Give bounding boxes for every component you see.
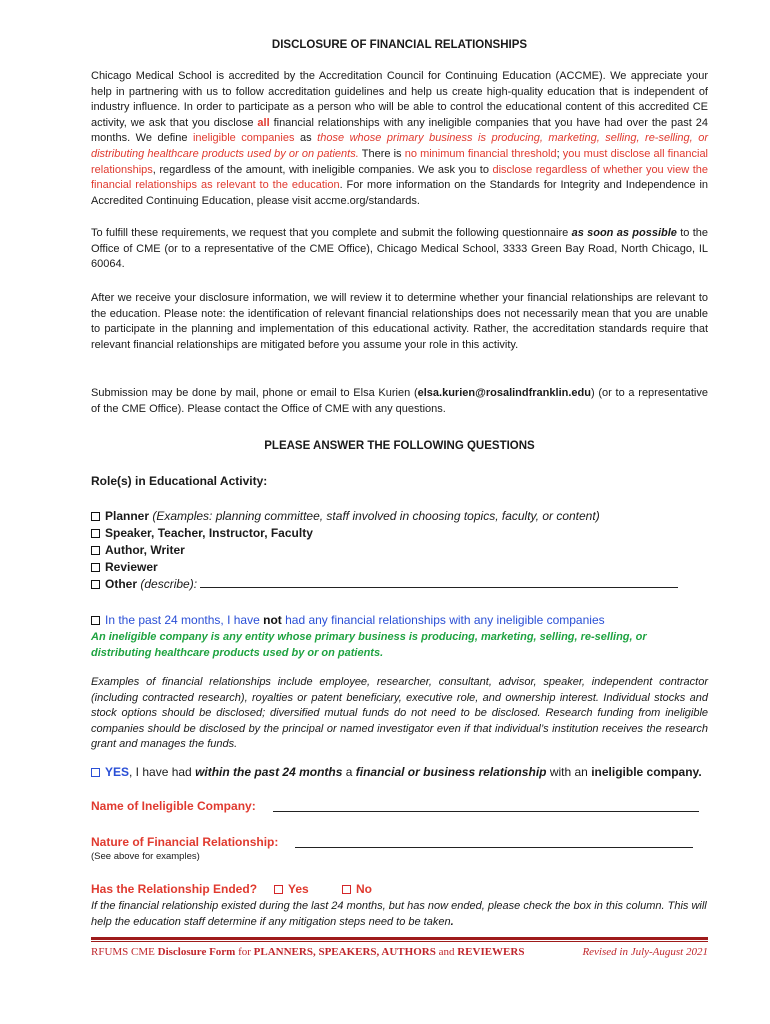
role-speaker[interactable] — [91, 525, 708, 542]
role-planner-examples: (Examples: planning committee, staff involved in choosing topics, faculty, or content) — [152, 509, 600, 523]
examples-text: Examples of financial relationships include employee, researcher, consultant, advisor, speaker, independent contractor (including contracted research), royalties or patent beneficiary, executive role, and ownership interest. Individual stocks and stock options should be disclosed; diversified mutual funds do not need to be disclosed. Research funding from ineligible companies should be disclosed by the principal or named investigator even if that individual’s institution receives the research grant and manages the funds. — [91, 676, 708, 751]
role-other[interactable] — [91, 576, 708, 593]
see-above: (See above for examples) — [91, 851, 200, 862]
intro-text: . For more information on the Standards for Integrity and Independence in Accredited Continuing Education, please visit accme.org/standards. — [91, 179, 709, 207]
checkbox-planner[interactable] — [91, 512, 100, 521]
nature-label: Nature of Financial Relationship: — [91, 835, 279, 849]
fulfill-asap: as soon as possible — [571, 227, 677, 239]
nature-field[interactable] — [295, 836, 693, 848]
intro-text: as — [294, 132, 318, 145]
intro-text: ; — [556, 147, 563, 160]
yes-within: within the past 24 months — [195, 765, 343, 779]
company-name-label: Name of Ineligible Company: — [91, 799, 256, 813]
role-reviewer[interactable] — [91, 559, 708, 576]
yes-relationship-option[interactable] — [91, 765, 708, 779]
intro-all: all — [257, 116, 270, 129]
company-name-row — [91, 799, 708, 813]
footer — [91, 946, 708, 958]
yes-text: , I have had — [129, 765, 196, 779]
role-planner-label: Planner — [105, 509, 150, 523]
no-rel-text: had any financial relationships with any ineligible companies — [281, 613, 605, 627]
fulfill-text: to the Office of CME (or to a representative of the CME Office), Chicago Medical School, 3333 Green Bay Road, North Chicago, IL 60064. — [91, 227, 709, 271]
page-title: DISCLOSURE OF FINANCIAL RELATIONSHIPS — [271, 39, 528, 51]
intro-disclose-regardless: disclose regardless of whether you view the financial relationships as relevant to the education — [91, 163, 708, 192]
yes-label: YES — [105, 765, 130, 779]
ended-note-text: If the financial relationship existed during the last 24 months, but has now ended, please check the box in this column. This will help the education staff determine if any mitigation steps need to be taken — [91, 900, 707, 928]
checkbox-reviewer[interactable] — [91, 563, 100, 572]
intro-paragraph — [91, 69, 708, 209]
checkbox-other[interactable] — [91, 580, 100, 589]
role-speaker-label: Speaker, Teacher, Instructor, Faculty — [105, 526, 313, 540]
checkbox-author[interactable] — [91, 546, 100, 555]
checkbox-yes-relationship[interactable] — [91, 768, 100, 777]
ended-yes-label: Yes — [288, 882, 309, 896]
intro-ineligible: ineligible companies — [192, 132, 295, 145]
after-paragraph — [91, 291, 708, 353]
footer-divider — [91, 937, 708, 940]
role-reviewer-label: Reviewer — [105, 560, 158, 574]
contact-email[interactable]: elsa.kurien@rosalindfranklin.edu — [417, 387, 591, 399]
role-planner[interactable] — [91, 508, 708, 525]
intro-definition: those whose primary business is producing, marketing, selling, re-selling, or distributing healthcare products used by or on patients. — [91, 132, 709, 160]
intro-must-disclose: you must disclose all financial relationships — [91, 147, 709, 176]
other-describe-field[interactable] — [200, 576, 678, 588]
questions-heading: PLEASE ANSWER THE FOLLOWING QUESTIONS — [264, 440, 535, 452]
intro-text: , regardless of the amount, with ineligible companies. We ask you to — [152, 163, 493, 176]
nature-row — [91, 835, 708, 849]
roles-heading: Role(s) in Educational Activity: — [91, 474, 268, 488]
ended-label: Has the Relationship Ended? — [91, 882, 258, 896]
ended-note — [91, 899, 708, 930]
yes-text: a — [342, 765, 356, 779]
ended-note-dot: . — [450, 915, 454, 928]
ineligible-definition — [91, 630, 708, 661]
yes-fin: financial or business relationship — [355, 765, 547, 779]
fulfill-text: To fulfill these requirements, we request that you complete and submit the following questionnaire — [91, 227, 572, 239]
roles-list — [91, 508, 708, 593]
ended-row — [91, 882, 708, 896]
intro-text: There is — [358, 147, 405, 160]
footer-divider-thin — [91, 941, 708, 942]
role-other-label: Other — [105, 577, 138, 591]
intro-no-minimum: no minimum financial threshold — [404, 147, 557, 160]
intro-text: financial relationships with any ineligible companies that you have had over the past 24 months. We define — [91, 116, 708, 145]
no-rel-text: In the past 24 months, I have — [105, 613, 264, 627]
submission-text: ) (or to a representative of the CME Office). Please contact the Office of CME with any questions. — [91, 387, 708, 415]
checkbox-ended-no[interactable] — [342, 885, 351, 894]
role-author[interactable] — [91, 542, 708, 559]
ended-yes-option[interactable] — [274, 882, 309, 896]
no-relationship-option[interactable] — [91, 613, 708, 627]
checkbox-no-relationship[interactable] — [91, 616, 100, 625]
company-name-field[interactable] — [273, 800, 699, 812]
checkbox-ended-yes[interactable] — [274, 885, 283, 894]
footer-text: and — [435, 946, 458, 958]
footer-text: for — [235, 946, 254, 958]
footer-revised: Revised in July-August 2021 — [582, 946, 708, 958]
footer-reviewers: REVIEWERS — [457, 946, 525, 958]
yes-text: with an — [546, 765, 592, 779]
footer-roles: PLANNERS, SPEAKERS, AUTHORS — [253, 946, 436, 958]
fulfill-paragraph — [91, 226, 708, 273]
checkbox-speaker[interactable] — [91, 529, 100, 538]
footer-text: RFUMS CME — [91, 946, 158, 958]
intro-text: Chicago Medical School is accredited by the Accreditation Council for Continuing Education (ACCME). We appreciate your help in partnering with us to follow accreditation guidelines and help us create high-quality education that is independent of industry influence. In order to participate as a person who will be able to control the educational content of this accredited CE activity, we ask that you disclose — [91, 70, 708, 129]
ended-no-option[interactable] — [342, 882, 372, 896]
no-rel-not: not — [263, 613, 282, 627]
after-text: After we receive your disclosure information, we will review it to determine whether your financial relationships are relevant to the education. Please note: the identification of relevant financial relationships does not necessarily mean that you are unable to participate in the planning and implementation of this educational activity. Rather, the accreditation standards require that relevant financial relationships are mitigated before you assume your role in this activity. — [91, 292, 708, 351]
submission-paragraph — [91, 386, 708, 417]
footer-form: Disclosure Form — [157, 946, 236, 958]
ineligible-def-text: An ineligible company is any entity whose primary business is producing, marketing, selling, re-selling, or distributing healthcare products used by or on patients. — [91, 631, 647, 659]
ended-no-label: No — [356, 882, 372, 896]
examples-paragraph — [91, 675, 708, 753]
role-author-label: Author, Writer — [105, 543, 185, 557]
submission-text: Submission may be done by mail, phone or email to Elsa Kurien ( — [91, 387, 418, 399]
yes-ineligible: ineligible company. — [591, 765, 702, 779]
role-other-describe: (describe): — [140, 577, 198, 591]
